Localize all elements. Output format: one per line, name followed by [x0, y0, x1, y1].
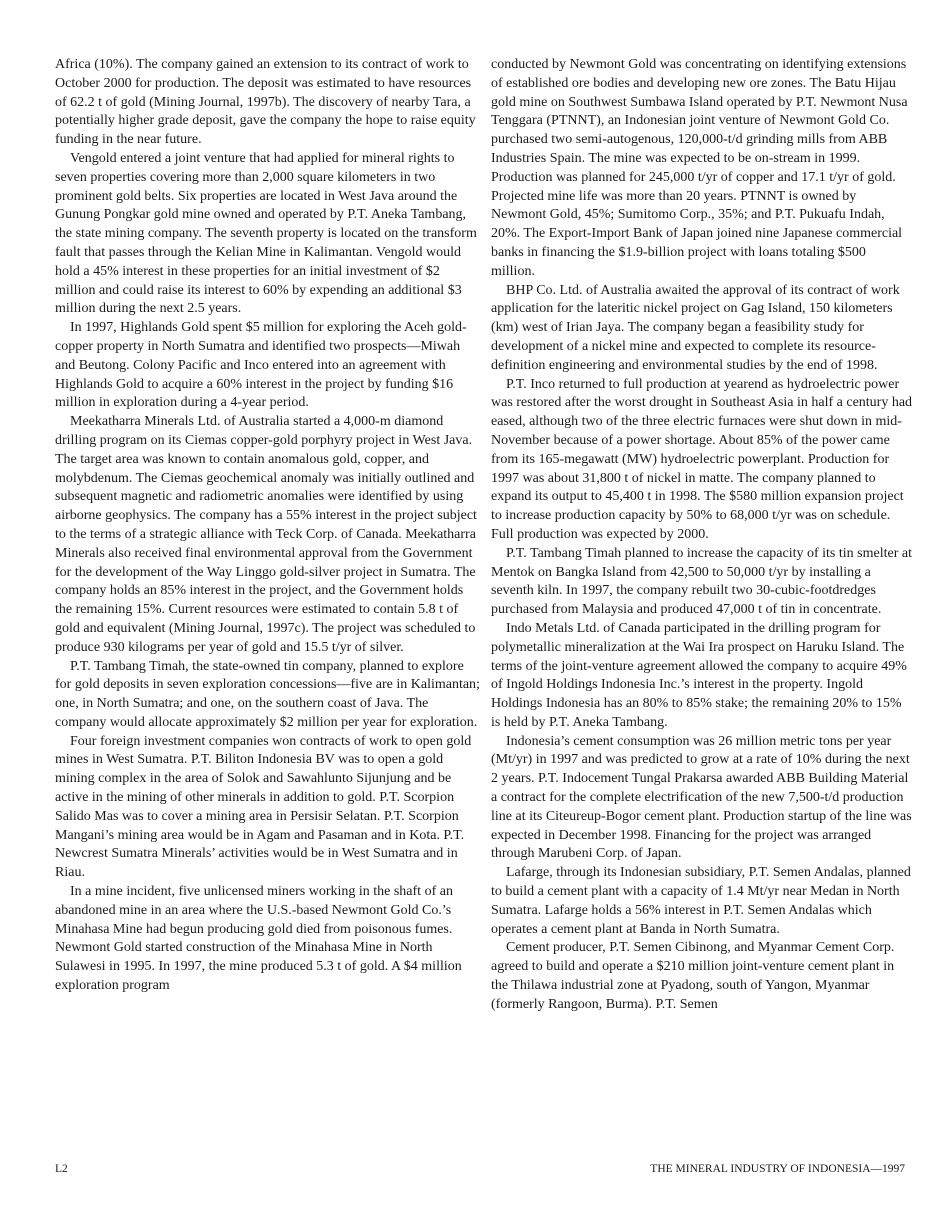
running-title: THE MINERAL INDUSTRY OF INDONESIA—1997 — [650, 1163, 905, 1175]
paragraph: Indonesia’s cement consumption was 26 million metric tons per year (Mt/yr) in 1997 and was predicted to grow at a rate of 10% during the next 2 years. P.T. Indocement Tungal Prakarsa awarded ABB Building Material a contract for the complete electrification of the new 7,500-t/d production line at its Citeureup-Bogor cement plant. Production startup of the line was expected in December 1998. Financing for the project was arranged through Marubeni Corp. of Japan. — [491, 733, 912, 862]
paragraph: Africa (10%). The company gained an extension to its contract of work to October 2000 for production. The deposit was estimated to have resources of 62.2 t of gold (Mining Journal, 1997b). The discovery of nearby Tara, a potentially higher grade deposit, gave the company the hope to raise equity funding in the near future. — [55, 57, 476, 148]
paragraph: Vengold entered a joint venture that had applied for mineral rights to seven properties covering more than 2,000 square kilometers in two prominent gold belts. Six properties are located in West Java around the Gunung Pongkar gold mine owned and operated by P.T. Aneka Tambang, the state mining company. The seventh property is located on the transform fault that passes through the Kelian Mine in Kalimantan. Vengold would hold a 45% interest in these properties for an initial investment of $2 million and could raise its interest to 60% by expending an additional $3 million during the next 2.5 years. — [55, 150, 477, 317]
paragraph: In 1997, Highlands Gold spent $5 million for exploring the Aceh gold-copper property in North Sumatra and identified two prospects—Miwah and Beutong. Colony Pacific and Inco entered into an agreement with Highlands Gold to acquire a 60% interest in the project by funding $16 million in exploration during a 4-year period. — [55, 320, 467, 411]
right-column — [491, 56, 913, 1015]
paragraph: Indo Metals Ltd. of Canada participated in the drilling program for polymetallic mineralization at the Wai Ira prospect on Haruku Island. The terms of the joint-venture agreement allowed the company to acquire 49% of Ingold Holdings Indonesia Inc.’s interest in the property. Ingold Holdings Indonesia has an 80% to 85% stake; the remaining 20% to 15% is held by P.T. Aneka Tambang. — [491, 620, 907, 730]
paragraph: conducted by Newmont Gold was concentrating on identifying extensions of established ore bodies and developing new ore zones. The Batu Hijau gold mine on Southwest Sumbawa Island operated by P.T. Newmont Nusa Tenggara (PTNNT), an Indonesian joint venture of Newmont Gold Co. purchased two semi-autogenous, 120,000-t/d grinding mills from ABB Industries Spain. The mine was expected to be on-stream in 1999. Production was planned for 245,000 t/yr of copper and 17.1 t/yr of gold. Projected mine life was more than 20 years. PTNNT is owned by Newmont Gold, 45%; Sumitomo Corp., 35%; and P.T. Pukuafu Indah, 20%. The Export-Import Bank of Japan joined nine Japanese commercial banks in financing the $1.9-billion project with loans totaling $500 million. — [491, 57, 908, 279]
paragraph: P.T. Inco returned to full production at yearend as hydroelectric power was restored after the worst drought in Southeast Asia in half a century had eased, although two of the three electric furnaces were shut down in mid-November because of a power shortage. About 85% of the power came from its 165-megawatt (MW) hydroelectric powerplant. Production for 1997 was about 31,800 t of nickel in matte. The company planned to expand its output to 45,400 t in 1998. The $580 million expansion project to increase production capacity by 50% to 68,000 t/yr was on schedule. Full production was expected by 2000. — [491, 376, 913, 542]
paragraph: BHP Co. Ltd. of Australia awaited the approval of its contract of work application for the lateritic nickel project on Gag Island, 150 kilometers (km) west of Irian Jaya. The company began a feasibility study for development of a nickel mine and expected to complete its resource-definition engineering and environmental studies by the end of 1998. — [491, 282, 900, 373]
paragraph: Cement producer, P.T. Semen Cibinong, and Myanmar Cement Corp. agreed to build and operate a $210 million joint-venture cement plant in the Thilawa industrial zone at Pyadong, south of Yangon, Myanmar (formerly Rangoon, Burma). P.T. Semen — [491, 940, 895, 1012]
paragraph: P.T. Tambang Timah planned to increase the capacity of its tin smelter at Mentok on Bangka Island from 42,500 to 50,000 t/yr by installing a seventh kiln. In 1997, the company rebuilt two 30-cubic-footdredges purchased from Malaysia and produced 47,000 t of tin in concentrate. — [491, 545, 912, 618]
paragraph: Meekatharra Minerals Ltd. of Australia started a 4,000-m diamond drilling program on its Ciemas copper-gold porphyry project in West Java. The target area was known to contain anomalous gold, copper, and molybdenum. The Ciemas geochemical anomaly was initially outlined and subsequent magnetic and radiometric anomalies were identified by using airborne geophysics. The company has a 55% interest in the project subject to the terms of a strategic alliance with Teck Corp. of Canada. Meekatharra Minerals also received final environmental approval from the Government for the development of the Way Linggo gold-silver project in Sumatra. The company holds an 85% interest in the project, and the Government holds the remaining 15%. Current resources were estimated to contain 5.8 t of gold and equivalent (Mining Journal, 1997c). The project was scheduled to produce 930 kilograms per year of gold and 15.5 t/yr of silver. — [55, 414, 477, 655]
page-number: L2 — [55, 1163, 68, 1175]
paragraph: Four foreign investment companies won contracts of work to open gold mines in West Sumatra. P.T. Biliton Indonesia BV was to open a gold mining complex in the area of Solok and Sawahlunto Sijunjung and be active in the mining of other minerals in addition to gold. P.T. Scorpion Salido Mas was to cover a mining area in Persisir Selatan. P.T. Scorpion Mangani’s mining area would be in Agam and Pasaman and in Kota. P.T. Newcrest Sumatra Minerals’ activities would be in West Sumatra and in Riau. — [55, 733, 472, 881]
paragraph: Lafarge, through its Indonesian subsidiary, P.T. Semen Andalas, planned to build a cement plant with a capacity of 1.4 Mt/yr near Medan in North Sumatra. Lafarge holds a 56% interest in P.T. Semen Andalas which operates a cement plant at Banda in North Sumatra. — [491, 865, 911, 937]
paragraph: P.T. Tambang Timah, the state-owned tin company, planned to explore for gold deposits in seven exploration concessions—five are in Kalimantan; one, in North Sumatra; and one, on the southern coast of Java. The company would allocate approximately $2 million per year for exploration. — [55, 658, 480, 730]
left-column — [55, 56, 480, 996]
paragraph: In a mine incident, five unlicensed miners working in the shaft of an abandoned mine in an area where the U.S.-based Newmont Gold Co.’s Minahasa Mine had begun producing gold died from poisonous fumes. Newmont Gold started construction of the Minahasa Mine in North Sulawesi in 1995. In 1997, the mine produced 5.3 t of gold. A $4 million exploration program — [55, 884, 462, 994]
